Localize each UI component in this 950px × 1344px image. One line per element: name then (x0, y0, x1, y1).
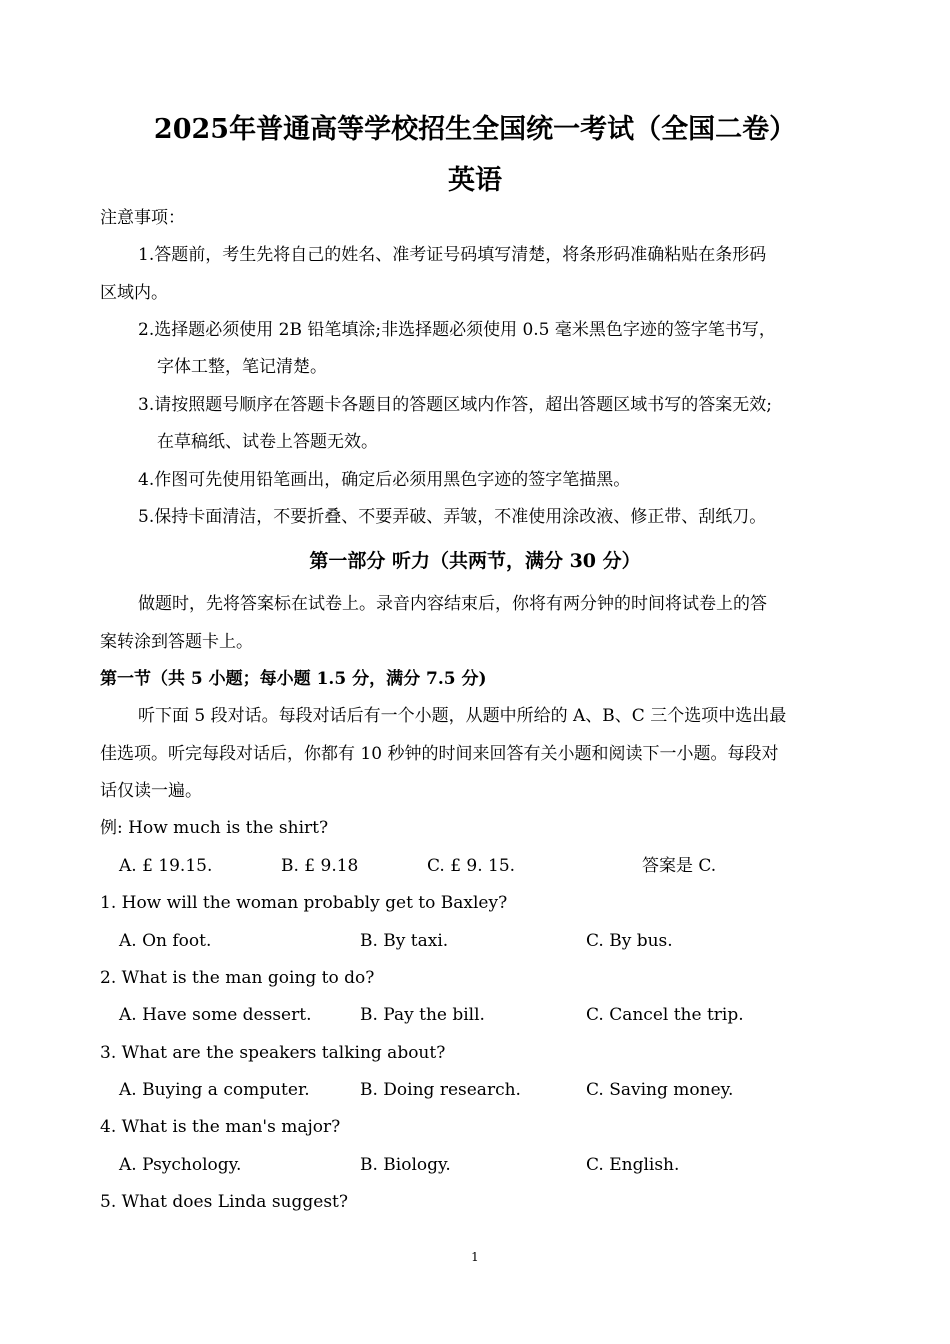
example-answer: 答案是 C. (642, 856, 717, 876)
question-1: 1. How will the woman probably get to Baxley? (100, 893, 508, 913)
question-3-option-a: A. Buying a computer. (119, 1080, 310, 1100)
subject-title: 英语 (448, 165, 502, 196)
notice-item-2-line-2: 字体工整，笔记清楚。 (157, 357, 327, 377)
part1-heading: 第一部分 听力（共两节，满分 30 分） (309, 550, 641, 572)
notice-item-1-line-2: 区域内。 (100, 283, 168, 303)
part1-intro-line-1: 做题时，先将答案标在试卷上。录音内容结束后，你将有两分钟的时间将试卷上的答 (138, 594, 767, 614)
question-5: 5. What does Linda suggest? (100, 1192, 348, 1212)
section1-heading: 第一节（共 5 小题；每小题 1.5 分，满分 7.5 分) (100, 669, 487, 689)
part1-intro-line-2: 案转涂到答题卡上。 (100, 632, 253, 652)
section1-instructions-line-1: 听下面 5 段对话。每段对话后有一个小题，从题中所给的 A、B、C 三个选项中选出最 (138, 706, 787, 726)
example-option-c: C. £ 9. 15. (427, 856, 516, 876)
question-4-option-b: B. Biology. (360, 1155, 451, 1175)
notice-item-1-line-1: 1.答题前，考生先将自己的姓名、准考证号码填写清楚，将条形码准确粘贴在条形码 (138, 245, 767, 265)
notice-item-5: 5.保持卡面清洁，不要折叠、不要弄破、弄皱，不准使用涂改液、修正带、刮纸刀。 (138, 507, 767, 527)
question-2-option-a: A. Have some dessert. (119, 1005, 312, 1025)
question-2-option-c: C. Cancel the trip. (586, 1005, 744, 1025)
page-number: 1 (471, 1250, 479, 1264)
question-2: 2. What is the man going to do? (100, 968, 375, 988)
section1-instructions-line-2: 佳选项。听完每段对话后，你都有 10 秒钟的时间来回答有关小题和阅读下一小题。每段对 (100, 744, 779, 764)
question-4-option-c: C. English. (586, 1155, 680, 1175)
question-1-option-a: A. On foot. (119, 931, 212, 951)
section1-instructions-line-3: 话仅读一遍。 (100, 781, 202, 801)
exam-title: 2025年普通高等学校招生全国统一考试（全国二卷） (153, 114, 797, 145)
notice-item-4: 4.作图可先使用铅笔画出，确定后必须用黑色字迹的签字笔描黑。 (138, 470, 631, 490)
notice-item-2-line-1: 2.选择题必须使用 2B 铅笔填涂;非选择题必须使用 0.5 毫米黑色字迹的签字笔书写， (138, 320, 776, 340)
question-1-option-b: B. By taxi. (360, 931, 449, 951)
example-option-b: B. £ 9.18 (281, 856, 359, 876)
question-2-option-b: B. Pay the bill. (360, 1005, 485, 1025)
question-1-option-c: C. By bus. (586, 931, 673, 951)
question-4-option-a: A. Psychology. (119, 1155, 242, 1175)
example-question: 例: How much is the shirt? (100, 818, 329, 838)
notice-item-3-line-2: 在草稿纸、试卷上答题无效。 (157, 432, 378, 452)
notice-heading: 注意事项： (100, 208, 185, 228)
example-option-a: A. £ 19.15. (119, 856, 213, 876)
question-3-option-c: C. Saving money. (586, 1080, 734, 1100)
question-3: 3. What are the speakers talking about? (100, 1043, 446, 1063)
question-3-option-b: B. Doing research. (360, 1080, 521, 1100)
question-4: 4. What is the man's major? (100, 1117, 341, 1137)
notice-item-3-line-1: 3.请按照题号顺序在答题卡各题目的答题区域内作答，超出答题区域书写的答案无效; (138, 395, 772, 415)
